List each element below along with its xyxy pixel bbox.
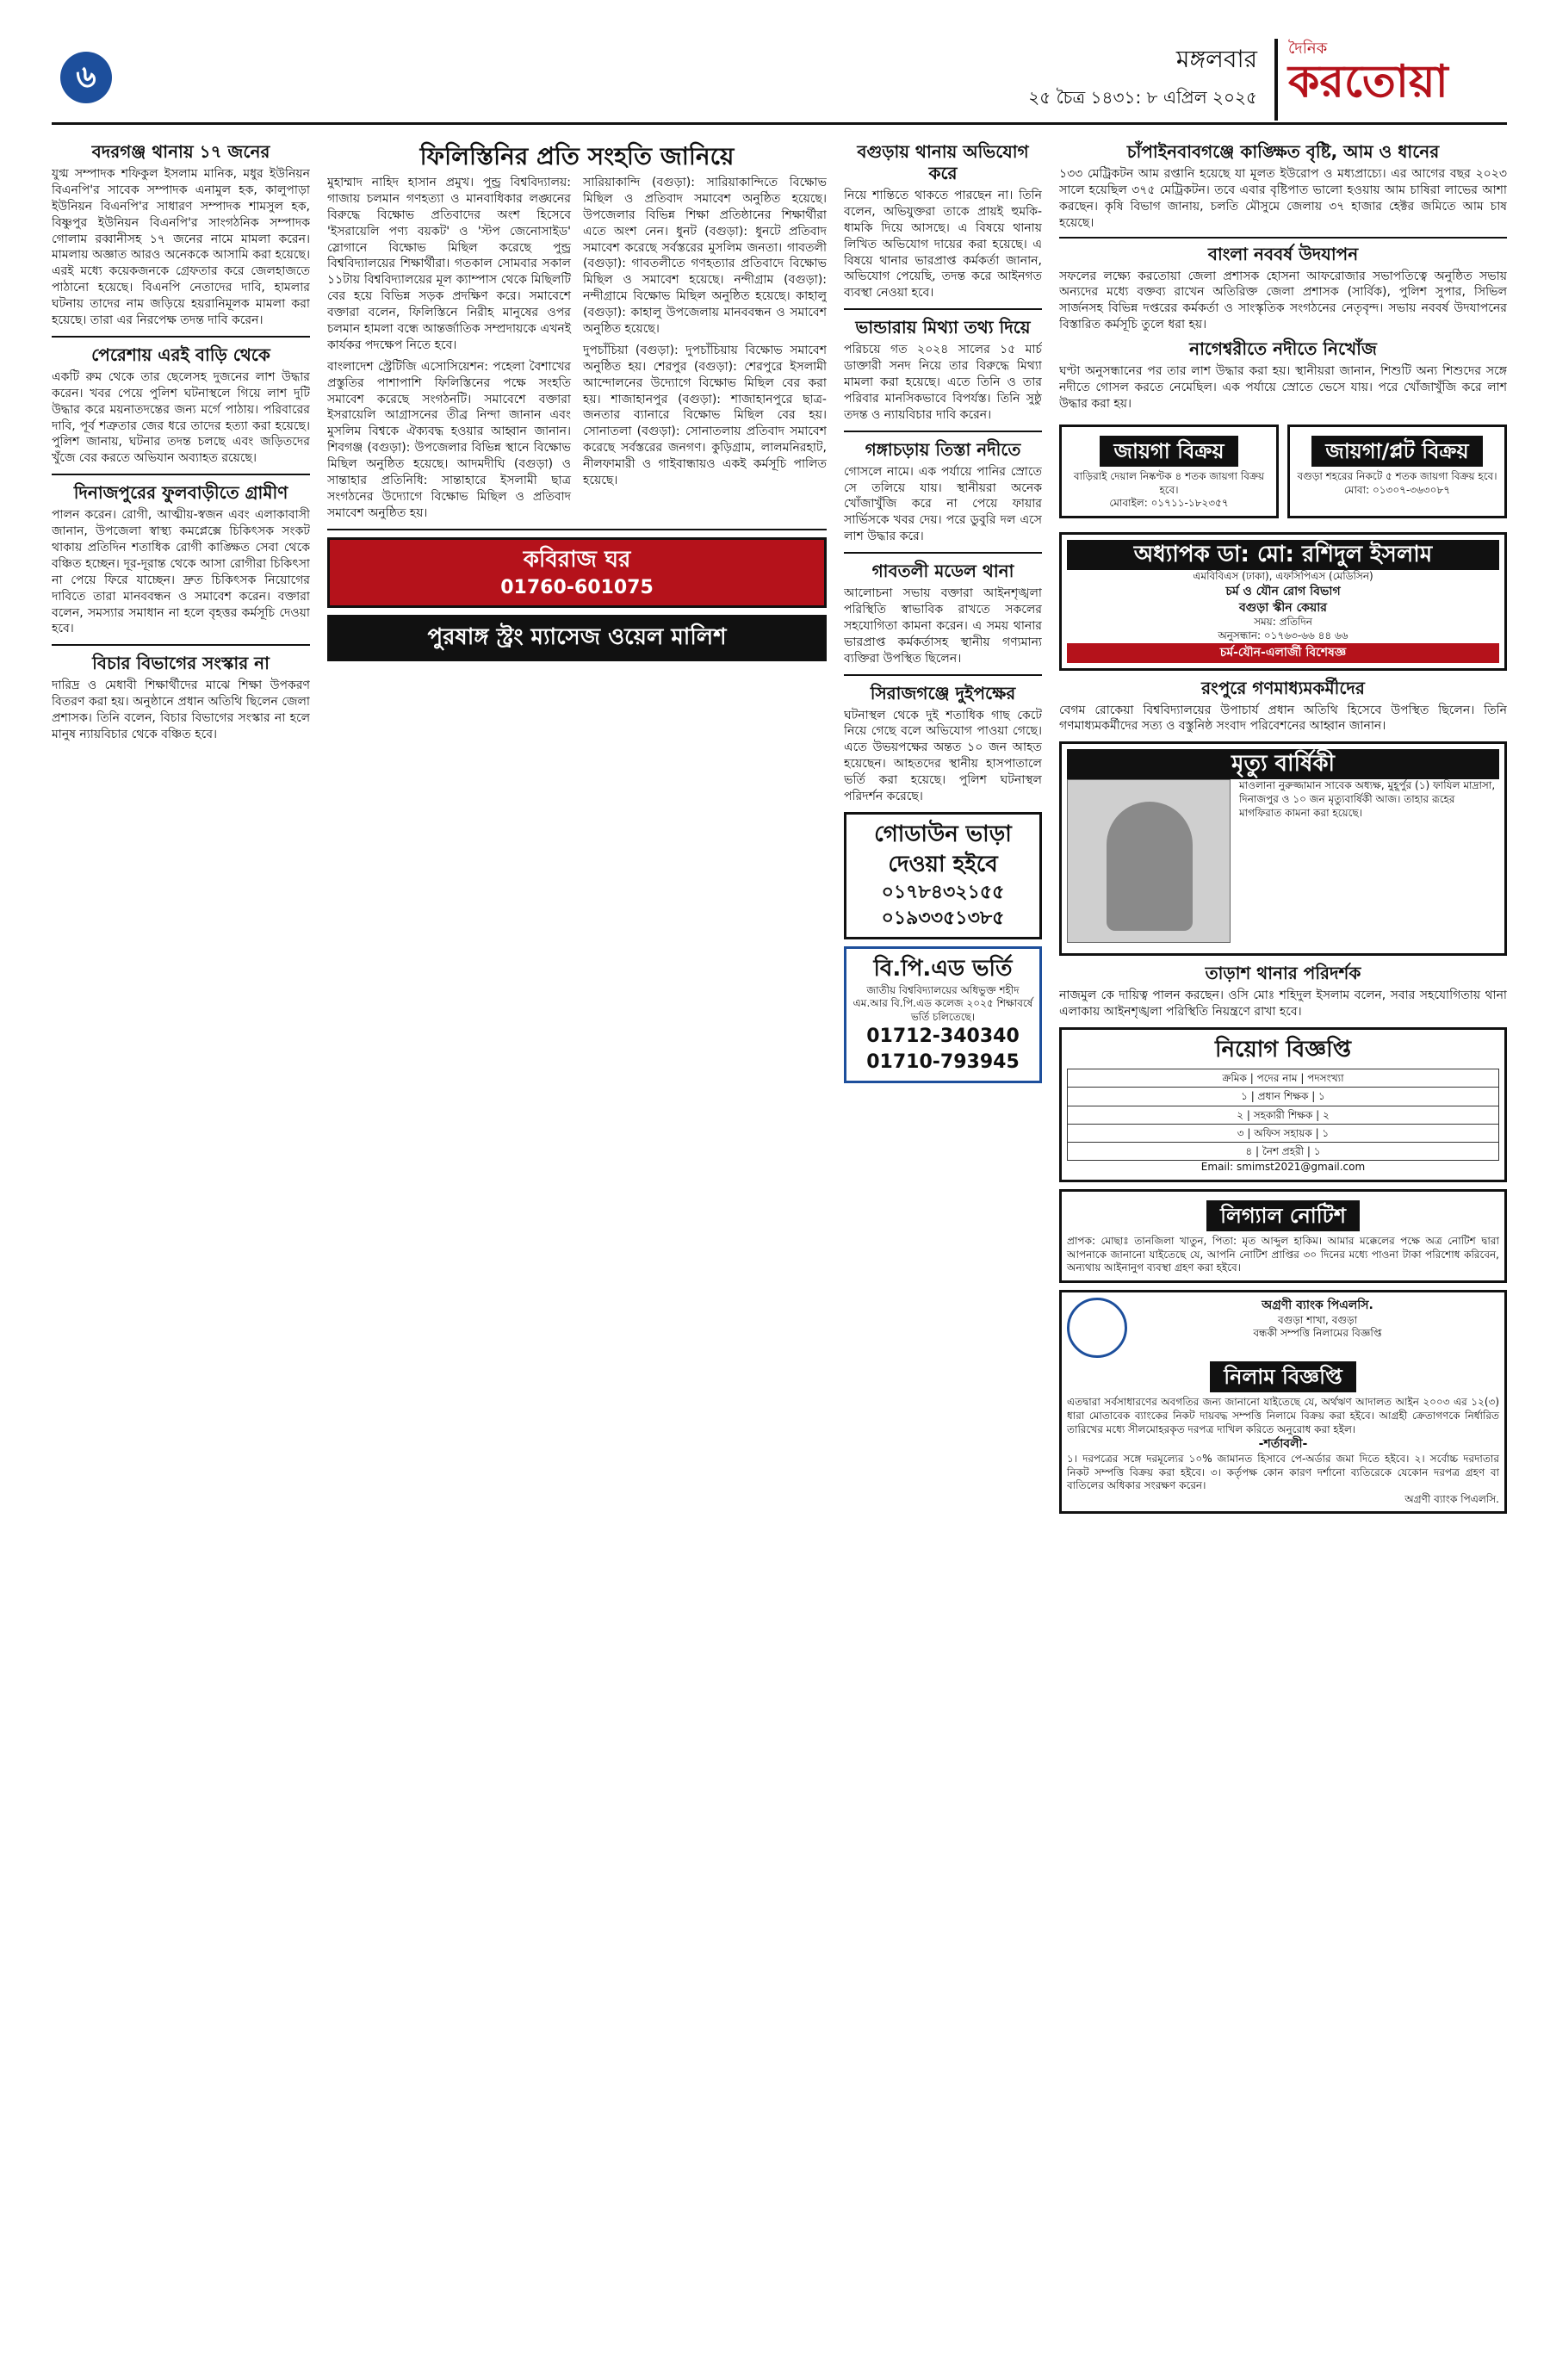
table-row xyxy=(1068,1088,1499,1106)
article-body: বাংলাদেশ স্ট্রেটিজি এসোসিয়েশন: পহেলা বৈশাখের প্রস্তুতির পাশাপাশি ফিলিস্তিনের পক্ষে সংহতি সমাবেশ করেছে সংগঠনটি। সমাবেশে বক্তারা ইসরায়েলি আগ্রাসনের তীব্র নিন্দা জানান এবং মুসলিম বিশ্বকে ঐক্যবদ্ধ হওয়ার আহ্বান জানান। শিবগঞ্জ (বগুড়া): উপজেলার বিভিন্ন স্থানে বিক্ষোভ মিছিল অনুষ্ঠিত হয়েছে। আদমদীঘি (বগুড়া) ও সান্তাহার প্রতিনিধি: সান্তাহারে ইসলামী ছাত্র সংগঠনের উদ্যোগে বিক্ষোভ মিছিল ও প্রতিবাদ সমাবেশ অনুষ্ঠিত হয়। xyxy=(327,359,571,520)
article-body: একটি রুম থেকে তার ছেলেসহ দুজনের লাশ উদ্ধার করেন। খবর পেয়ে পুলিশ ঘটনাস্থলে গিয়ে লাশ দুটি উদ্ধার করে ময়নাতদন্তের জন্য মর্গে পাঠায়। পরিবারের দাবি, পূর্ব শত্রুতার জের ধরে তাদের হত্যা করা হয়েছে। পুলিশ জানায়, ঘটনার তদন্ত চলছে এবং জড়িতদের খুঁজে বের করতে অভিযান অব্যাহত রয়েছে। xyxy=(52,369,310,466)
column-3 xyxy=(844,136,1042,2340)
headline: বদরগঞ্জ থানায় ১৭ জনের xyxy=(91,141,270,162)
article-body: গোসলে নামে। এক পর্যায়ে পানির স্রোতে সে তলিয়ে যায়। স্থানীয়রা অনেক খোঁজাখুঁজি করে না পেয়ে ফায়ার সার্ভিসকে খবর দেয়। পরে ডুবুরি দল এসে লাশ উদ্ধার করে। xyxy=(844,464,1042,544)
auction-terms: ১। দরপত্রের সঙ্গে দরমূল্যের ১০% জামানত হিসাবে পে-অর্ডার জমা দিতে হইবে। ২। সর্বোচ্চ দরদাতার নিকট সম্পত্তি বিক্রয় করা হইবে। ৩। কর্তৃপক্ষ কোন কারণ দর্শানো ব্যতিরেকে যেকোন দরপত্র গ্রহণ বা বাতিলের অধিকার সংরক্ষণ করেন। xyxy=(1067,1453,1499,1492)
article-body: পালন করেন। রোগী, আত্মীয়-স্বজন এবং এলাকাবাসী জানান, উপজেলা স্বাস্থ্য কমপ্লেক্সে চিকিৎসক সংকট থাকায় প্রতিদিন শতাধিক রোগী কাঙ্ক্ষিত সেবা থেকে বঞ্চিত হচ্ছেন। দূর-দূরান্ত থেকে আসা রোগীরা চিকিৎসা না পেয়ে ফিরে যাচ্ছেন। দ্রুত চিকিৎসক নিয়োগের দাবিতে তারা মানববন্ধন ও সমাবেশ করেন। বক্তারা বলেন, সমস্যার সমাধান না হলে বৃহত্তর কর্মসূচি দেওয়া হবে। xyxy=(52,508,310,636)
ad-title: কবিরাজ ঘর xyxy=(523,546,631,573)
headline: দিনাজপুরের ফুলবাড়ীতে গ্রামীণ xyxy=(73,482,288,504)
bank-branch: বগুড়া শাখা, বগুড়া xyxy=(1277,1313,1358,1326)
job-title: নিয়োগ বিজ্ঞপ্তি xyxy=(1215,1037,1351,1063)
page-number: ৬ xyxy=(60,52,112,103)
person-silhouette xyxy=(1107,802,1193,931)
article-body: ১৩৩ মেট্রিকটন আম রপ্তানি হয়েছে যা মূলত ইউরোপ ও মধ্যপ্রাচ্যে। এর আগের বছর ২০২৩ সালে হয়েছিল ৩৭৫ মেট্রিকটন। তবে এবার বৃষ্টিপাত ভালো হওয়ায় আম চাষিরা লাভের আশা করছেন। কৃষি বিভাগ জানায়, চলতি মৌসুমে জেলায় ৩৭ হাজার হেক্টর জমিতে আম চাষ হয়েছে। xyxy=(1059,167,1507,230)
article-body: দুপচাঁচিয়া (বগুড়া): দুপচাঁচিয়ায় বিক্ষোভ সমাবেশ অনুষ্ঠিত হয়। শেরপুর (বগুড়া): শেরপুরে ইসলামী আন্দোলনের উদ্যোগে বিক্ষোভ মিছিল বের করা হয়। শাজাহানপুর (বগুড়া): শাজাহানপুরে ছাত্র-জনতার ব্যানারে বিক্ষোভ মিছিল বের হয়। সোনাতলা (বগুড়া): সোনাতলায় প্রতিবাদ সমাবেশ করেছে সর্বস্তরের জনগণ। কুড়িগ্রাম, লালমনিরহাট, নীলফামারী ও গাইবান্ধায়ও একই কর্মসূচি পালিত হয়েছে। xyxy=(583,343,827,488)
bank-notice: বন্ধকী সম্পত্তি নিলামের বিজ্ঞপ্তি xyxy=(1253,1327,1382,1340)
table-cell: ক্রমিক | পদের নাম | পদসংখ্যা xyxy=(1068,1069,1499,1088)
article-body: দারিদ্র ও মেধাবী শিক্ষার্থীদের মাঝে শিক্ষা উপকরণ বিতরণ করা হয়। অনুষ্ঠানে প্রধান অতিথি ছিলেন জেলা প্রশাসক। তিনি বলেন, বিচার বিভাগের সংস্কার না হলে মানুষ ন্যায়বিচার থেকে বঞ্চিত হবে। xyxy=(52,679,310,742)
auction-title: নিলাম বিজ্ঞপ্তি xyxy=(1210,1361,1356,1392)
ad-phone: মোবাইল: ০১৭১১-১৮২৩৫৭ xyxy=(1109,497,1229,510)
legal-text: প্রাপক: মোছাঃ তানজিলা খাতুন, পিতা: মৃত আব্দুল হাকিম। আমার মক্কেলের পক্ষে অত্র নোটিশ দ্বারা আপনাকে জানানো যাইতেছে যে, আপনি নোটিশ প্রাপ্তির ৩০ দিনের মধ্যে পাওনা টাকা পরিশোধ করিবেন, অন্যথায় আইনানুগ ব্যবস্থা গ্রহণ করা হইবে। xyxy=(1067,1235,1499,1274)
massage-oil-ad xyxy=(327,615,827,660)
bank-title: অগ্রণী ব্যাংক পিএলসি. xyxy=(1262,1298,1373,1312)
doctor-degree: এমবিবিএস (ঢাকা), এফসিপিএস (মেডিসিন) xyxy=(1193,570,1373,583)
column-4 xyxy=(1059,136,1507,2340)
ad-title: বি.পি.এড ভর্তি xyxy=(873,955,1013,982)
newspaper-page xyxy=(52,34,1507,2351)
legal-title: লিগ্যাল নোটিশ xyxy=(1206,1200,1360,1231)
divider xyxy=(844,308,1042,310)
headline: রংপুরে গণমাধ্যমকর্মীদের xyxy=(1201,677,1365,698)
ad-phone: ০১৭৮৪৩২১৫৫ xyxy=(881,882,1005,904)
ad-phone: 01712-340340 xyxy=(866,1026,1020,1048)
ad-phone: 01710-793945 xyxy=(866,1051,1020,1074)
masthead xyxy=(52,34,1507,125)
issue-day: মঙ্গলবার xyxy=(1175,45,1257,73)
headline: বগুড়ায় থানায় অভিযোগ করে xyxy=(857,141,1029,183)
headline: গঙ্গাচড়ায় তিস্তা নদীতে xyxy=(865,438,1021,460)
headline: বিচার বিভাগের সংস্কার না xyxy=(92,653,270,674)
doctor-chamber: বগুড়া স্কীন কেয়ার xyxy=(1239,600,1327,615)
job-notice xyxy=(1059,1027,1507,1182)
divider xyxy=(844,674,1042,676)
brand-name: করতোয়া xyxy=(1288,56,1448,108)
divider xyxy=(327,529,827,530)
headline: নাগেশ্বরীতে নদীতে নিখোঁজ xyxy=(1189,338,1377,360)
article-body: ঘটনাস্থল থেকে দুই শতাধিক গাছ কেটে নিয়ে গেছে বলে অভিযোগ পাওয়া গেছে। এতে উভয়পক্ষের অন্তত ১০ জন আহত হয়েছেন। আহতদের স্থানীয় হাসপাতালে ভর্তি করা হয়েছে। পুলিশ ঘটনাস্থল পরিদর্শন করেছে। xyxy=(844,708,1042,804)
job-email: Email: smimst2021@gmail.com xyxy=(1200,1161,1366,1174)
memorial-text: মাওলানা নুরুজ্জামান সাবেক অধ্যক্ষ, মুহূর্পুর (১) ফাযিল মাদ্রাসা, দিনাজপুর ও ১০ জন মৃত্যুবার্ষিকী আজ। তাহার রূহের মাগফিরাত কামনা করা হয়েছে। xyxy=(1239,779,1496,819)
article-body: পরিচয়ে গত ২০২৪ সালের ১৫ মার্চ ডাক্তারী সনদ নিয়ে তার বিরুদ্ধে মিথ্যা মামলা করা হয়েছে। এতে তিনি ও তার পরিবার মানসিকভাবে বিপর্যস্ত। তিনি সুষ্ঠু তদন্ত ও ন্যায়বিচার দাবি করেন। xyxy=(844,343,1042,422)
doctor-phone: অনুসন্ধান: ০১৭৬৩-৬৬ ৪৪ ৬৬ xyxy=(1218,629,1348,642)
doctor-role: চর্ম ও যৌন রোগ বিভাগ xyxy=(1225,584,1341,598)
article-body: বেগম রোকেয়া বিশ্ববিদ্যালয়ের উপাচার্য প্রধান অতিথি হিসেবে উপস্থিত ছিলেন। তিনি গণমাধ্যমকর্মীদের সত্য ও বস্তুনিষ্ঠ সংবাদ পরিবেশনের আহ্বান জানান। xyxy=(1059,703,1507,734)
memorial-ad xyxy=(1059,741,1507,956)
ad-phone: 01760-601075 xyxy=(500,576,654,598)
table-row xyxy=(1068,1124,1499,1142)
ad-title: পুরষাঙ্গ স্ট্রং ম্যাসেজ ওয়েল মালিশ xyxy=(427,624,727,651)
article-body: মুহাম্মাদ নাহিদ হাসান প্রমুখ। পুন্ড্র বিশ্ববিদ্যালয়: গাজায় চলমান গণহত্যা ও মানবাধিকার লঙ্ঘনের বিরুদ্ধে বিক্ষোভ প্রতিবাদের অংশ হিসেবে 'ইসরায়েলি পণ্য বয়কট' ও 'স্টপ জেনোসাইড' স্লোগানে বিক্ষোভ মিছিল করেছে পুন্ড্র বিশ্ববিদ্যালয়ের শিক্ষার্থীরা। গতকাল সোমবার সকাল ১১টায় বিশ্ববিদ্যালয়ের মূল ক্যাম্পাস থেকে মিছিলটি বের হয়ে বিভিন্ন সড়ক প্রদক্ষিণ করে। সমাবেশে বক্তারা বলেন, ফিলিস্তিনে নিরীহ মানুষের ওপর চলমান হামলা বন্ধে আন্তর্জাতিক সম্প্রদায়কে এখনই কার্যকর পদক্ষেপ নিতে হবে। xyxy=(327,176,571,352)
divider xyxy=(52,474,310,475)
headline: ফিলিস্তিনির প্রতি সংহতি জানিয়ে xyxy=(419,142,735,170)
divider xyxy=(844,552,1042,554)
table-cell: ৪ | নৈশ প্রহরী | ১ xyxy=(1068,1143,1499,1161)
headline: পেরেশায় এরই বাড়ি থেকে xyxy=(91,344,270,365)
brand-logo xyxy=(1274,39,1507,121)
land-ads-row xyxy=(1059,418,1507,525)
land-sale-ad xyxy=(1059,425,1279,518)
headline: গাবতলী মডেল থানা xyxy=(871,561,1014,582)
headline: চাঁপাইনবাবগঞ্জে কাঙ্ক্ষিত বৃষ্টি, আম ও ধানের xyxy=(1126,141,1440,162)
kabiraj-ad xyxy=(327,537,827,609)
headline: ভান্ডারায় মিথ্যা তথ্য দিয়ে xyxy=(855,317,1031,338)
headline: বাংলা নববর্ষ উদযাপন xyxy=(1207,243,1359,264)
doctor-time: সময়: প্রতিদিন xyxy=(1254,616,1312,629)
table-row xyxy=(1068,1143,1499,1161)
ad-title: জায়গা বিক্রয় xyxy=(1100,436,1237,467)
ad-text: বগুড়া শহরের নিকটে ৫ শতক জায়গা বিক্রয় হবে। xyxy=(1297,470,1497,483)
ad-text: জাতীয় বিশ্ববিদ্যালয়ের অধিভুক্ত শহীদ এম.আর বি.পি.এড কলেজ ২০২৫ শিক্ষাবর্ষে ভর্তি চলিতেছে। xyxy=(852,983,1033,1023)
issue-date: ২৫ চৈত্র ১৪৩১: ৮ এপ্রিল ২০২৫ xyxy=(1028,87,1257,108)
plot-sale-ad xyxy=(1287,425,1507,518)
bank-auction-notice xyxy=(1059,1290,1507,1514)
portrait-photo xyxy=(1067,779,1231,943)
doctor-ad xyxy=(1059,532,1507,671)
headline: সিরাজগঞ্জে দুইপক্ষের xyxy=(870,682,1016,703)
doctor-banner: চর্ম-যৌন-এলার্জী বিশেষজ্ঞ xyxy=(1067,643,1499,663)
bank-logo-icon xyxy=(1067,1298,1127,1358)
godown-ad xyxy=(844,812,1042,939)
ad-phone: মোবা: ০১৩০৭-৩৬৩০৮৭ xyxy=(1343,483,1451,496)
divider xyxy=(844,431,1042,432)
article-body: যুগ্ম সম্পাদক শফিকুল ইসলাম মানিক, মধুর ইউনিয়ন বিএনপি'র সাবেক সম্পাদক এনামুল হক, কালুপাড়া ইউনিয়ন বিএনপি'র সাধারণ সম্পাদক শামসুল হক, বিষ্ণুপুর ইউনিয়ন বিএনপি'র সাংগঠনিক সম্পাদক গোলাম রব্বানীসহ ১৭ জনের নামে মামলা করেন। মামলায় অজ্ঞাত আরও অনেককে আসামি করা হয়েছে। এরই মধ্যে কয়েকজনকে গ্রেফতার করে জেলহাজতে পাঠানো হয়েছে। বিএনপি নেতাদের দাবি, হামলার ঘটনায় তাদের নাম জড়িয়ে হয়রানিমূলক মামলা করা হয়েছে। তারা এর নিরপেক্ষ তদন্ত দাবি করেন। xyxy=(52,167,310,328)
table-cell: ২ | সহকারী শিক্ষক | ২ xyxy=(1068,1106,1499,1124)
memorial-title: মৃত্যু বার্ষিকী xyxy=(1067,749,1499,779)
table-row xyxy=(1068,1069,1499,1088)
article-columns xyxy=(327,175,827,522)
divider xyxy=(52,336,310,338)
table-cell: ১ | প্রধান শিক্ষক | ১ xyxy=(1068,1088,1499,1106)
column-1 xyxy=(52,136,310,2340)
auction-text: এতদ্বারা সর্বসাধারণের অবগতির জন্য জানানো যাইতেছে যে, অর্থঋণ আদালত আইন ২০০৩ এর ১২(৩) ধারা মোতাবেক ব্যাংকের নিকট দায়বদ্ধ সম্পত্তি নিলামে বিক্রয় করা হইবে। আগ্রহী ক্রেতাগণকে নির্ধারিত তারিখের মধ্যে সীলমোহরকৃত দরপত্র দাখিল করিতে অনুরোধ করা হইল। xyxy=(1067,1396,1499,1435)
auction-sign: অগ্রণী ব্যাংক পিএলসি. xyxy=(1404,1492,1499,1505)
brand-small: দৈনিক xyxy=(1288,40,1328,58)
auction-terms-head: -শর্তাবলী- xyxy=(1258,1437,1308,1452)
divider xyxy=(52,644,310,646)
article-body: আলোচনা সভায় বক্তারা আইনশৃঙ্খলা পরিস্থিতি স্বাভাবিক রাখতে সকলের সহযোগিতা কামনা করেন। এ সময় থানার ভারপ্রাপ্ত কর্মকর্তাসহ স্থানীয় গণ্যমান্য ব্যক্তিরা উপস্থিত ছিলেন। xyxy=(844,586,1042,666)
job-table xyxy=(1067,1069,1499,1161)
article-body: সারিয়াকান্দি (বগুড়া): সারিয়াকান্দিতে বিক্ষোভ মিছিল ও প্রতিবাদ সমাবেশ অনুষ্ঠিত হয়েছে। উপজেলার বিভিন্ন শিক্ষা প্রতিষ্ঠানের শিক্ষার্থীরা এতে অংশ নেন। ধুনট (বগুড়া): ধুনটে প্রতিবাদ সমাবেশ করেছে সর্বস্তরের মুসলিম জনতা। গাবতলী (বগুড়া): গাবতলীতে গণহত্যার প্রতিবাদে বিক্ষোভ মিছিল ও সমাবেশ হয়েছে। নন্দীগ্রাম (বগুড়া): নন্দীগ্রামে বিক্ষোভ মিছিল অনুষ্ঠিত হয়েছে। কাহালু (বগুড়া): কাহালু উপজেলায় মানববন্ধন ও সমাবেশ অনুষ্ঠিত হয়েছে। xyxy=(583,176,827,337)
ad-text: বাড়িরাই দেয়াল নিষ্কণ্টক ৪ শতক জায়গা বিক্রয় হবে। xyxy=(1073,470,1265,496)
legal-notice xyxy=(1059,1189,1507,1283)
article-body: নাজমুল কে দায়িত্ব পালন করছেন। ওসি মোঃ শহিদুল ইসলাম বলেন, সবার সহযোগিতায় থানা এলাকায় আইনশৃঙ্খলা পরিস্থিতি নিয়ন্ত্রণে রাখা হবে। xyxy=(1059,989,1507,1020)
article-body: নিয়ে শান্তিতে থাকতে পারছেন না। তিনি বলেন, অভিযুক্তরা তাকে প্রায়ই হুমকি-ধামকি দিয়ে আসছে। এ বিষয়ে থানায় লিখিত অভিযোগ দায়ের করা হয়েছে। এ বিষয়ে থানার ভারপ্রাপ্ত কর্মকর্তা জানান, অভিযোগ পেয়েছি, তদন্ত করে আইনগত ব্যবস্থা নেওয়া হবে। xyxy=(844,189,1042,301)
divider xyxy=(1059,237,1507,239)
ad-phone: ০১৯৩৩৫১৩৮৫ xyxy=(881,907,1005,929)
ad-title: গোডাউন ভাড়া দেওয়া হইবে xyxy=(874,821,1012,878)
doctor-name: অধ্যাপক ডা: মো: রশিদুল ইসলাম xyxy=(1067,540,1499,570)
table-row xyxy=(1068,1106,1499,1124)
article-body: ঘণ্টা অনুসন্ধানের পর তার লাশ উদ্ধার করা হয়। স্থানীয়রা জানান, শিশুটি অন্য শিশুদের সঙ্গে নদীতে গোসল করতে নেমেছিল। এক পর্যায়ে স্রোতে ভেসে যায়। পরে খোঁজাখুঁজি করে লাশ উদ্ধার করা হয়। xyxy=(1059,364,1507,411)
headline: তাড়াশ থানার পরিদর্শক xyxy=(1205,963,1361,984)
ad-title: জায়গা/প্লট বিক্রয় xyxy=(1311,436,1482,467)
bped-admission-ad xyxy=(844,946,1042,1083)
article-body: সফলের লক্ষ্যে করতোয়া জেলা প্রশাসক হোসনা আফরোজার সভাপতিত্বে অনুষ্ঠিত সভায় অন্যদের মধ্যে বক্তব্য রাখেন অতিরিক্ত জেলা প্রশাসক (সার্বিক), পুলিশ সুপার, সিভিল সার্জনসহ বিভিন্ন দপ্তরের কর্মকর্তা ও সাংস্কৃতিক সংগঠনের নেতৃবৃন্দ। সভায় নববর্ষ উদযাপনের বিস্তারিত কর্মসূচি তুলে ধরা হয়। xyxy=(1059,269,1507,332)
table-cell: ৩ | অফিস সহায়ক | ১ xyxy=(1068,1124,1499,1142)
column-2 xyxy=(327,136,827,2340)
